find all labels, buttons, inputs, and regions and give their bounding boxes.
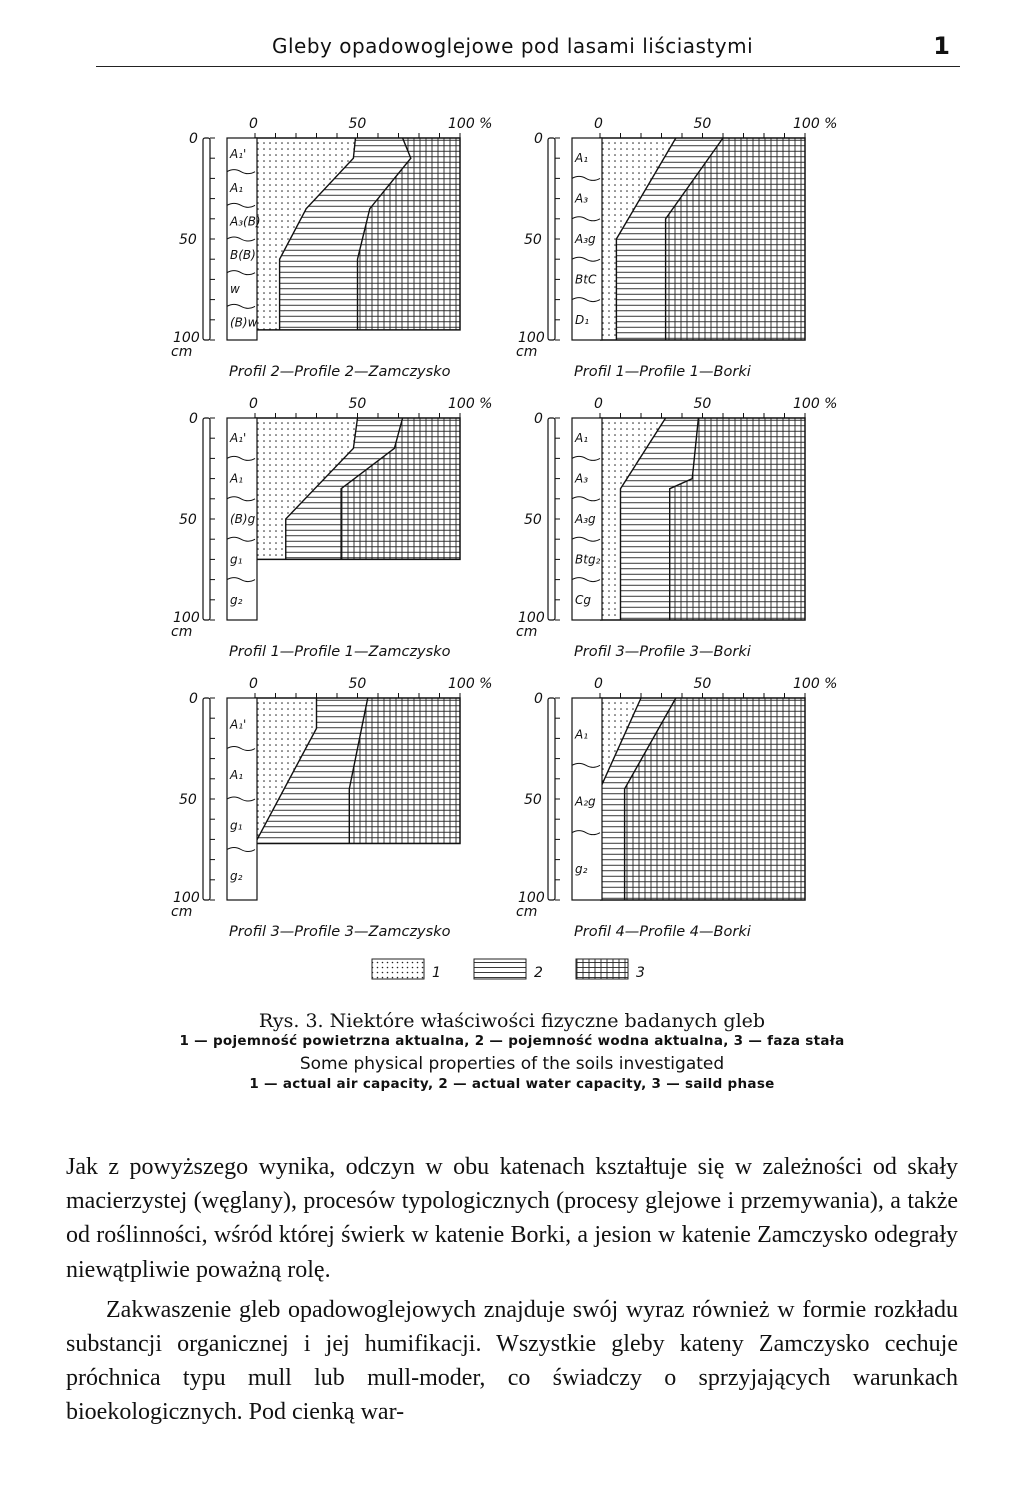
horizon-label: A₁ [230,471,244,486]
profile-name: Profil 3—Profile 3—Borki [574,644,751,660]
x-tick-label: 50 [348,396,367,412]
y-tick-label: cm [516,624,538,640]
figure-caption-pl: Rys. 3. Niektóre właściwości fizyczne badanych gleb [258,1010,766,1032]
y-tick-label: cm [171,624,193,640]
y-tick-label: 100 [173,330,200,346]
profile-svg [510,670,870,940]
y-tick-label: 0 [534,131,543,147]
y-tick-label: 0 [534,411,543,427]
x-tick-label: 0 [594,396,603,412]
x-tick-label: 100 % [448,676,493,692]
y-tick-label: 50 [524,792,542,808]
figure-caption-pl-sub: 1 — pojemność powietrzna aktualna, 2 — pojemność wodna aktualna, 3 — faza stała [179,1033,845,1049]
profile-name: Profil 4—Profile 4—Borki [574,924,751,940]
horizon-label: A₁ [575,727,589,742]
profile-svg [510,110,870,380]
horizon-label: A₁' [230,431,247,446]
x-tick-label: 50 [348,116,367,132]
figure-caption-en: Some physical properties of the soils investigated [299,1054,725,1074]
depth-ruler [548,698,555,900]
horizon-label: D₁ [575,312,590,327]
x-tick-label: 0 [249,116,258,132]
legend-label-1: 1 [432,965,441,981]
profile-chart-b1 [510,110,870,380]
legend-label-2: 2 [534,965,543,981]
x-tick-label: 100 % [448,396,493,412]
y-tick-label: 0 [189,411,198,427]
y-tick-label: 50 [179,512,197,528]
legend-swatch-1 [372,959,424,979]
horizon-label: A₃g [575,232,596,247]
horizon-label: w [230,281,240,296]
paragraph-1: Jak z powyższego wynika, odczyn w obu katenach kształtuje się w zależności od skały macierzystej (węglany), procesów typologicznych (procesy glejowe i przemywania), a także od roślinności, wśród której świerk w katenie Borki, a jesion w katenie Zamczysko odegrały niewątpliwie poważną rolę. [66,1154,958,1283]
horizon-label: g₂ [230,868,243,883]
running-head [96,32,960,67]
profile-name: Profil 1—Profile 1—Borki [574,364,751,380]
y-tick-label: 50 [524,512,542,528]
depth-ruler [203,138,210,340]
y-tick-label: 50 [179,232,197,248]
profile-svg [510,390,870,660]
depth-ruler [548,138,555,340]
y-tick-label: cm [171,904,193,920]
depth-ruler [203,698,210,900]
profile-name: Profil 1—Profile 1—Zamczysko [229,644,451,660]
running-title: Gleby opadowoglejowe pod lasami liściastymi [272,34,754,58]
profile-chart-z2 [165,110,525,380]
horizon-label: A₁ [230,180,244,195]
profile-chart-b4 [510,670,870,940]
y-tick-label: 100 [518,610,545,626]
horizon-label: A₁ [230,767,244,782]
y-tick-label: 0 [534,691,543,707]
horizon-label: A₂g [575,794,596,809]
horizon-label: g₂ [230,592,243,607]
x-tick-label: 0 [249,396,258,412]
horizon-label: (B)w [230,315,258,330]
legend-label-3: 3 [636,965,645,981]
x-tick-label: 50 [693,396,712,412]
horizon-label: A₁' [230,147,247,162]
horizon-label: g₁ [230,818,243,833]
y-tick-label: cm [516,904,538,920]
paragraph-2: Zakwaszenie gleb opadowoglejowych znajduje swój wyraz również w formie rozkładu substancji organicznej i jej humifikacji. Wszystkie gleby kateny Zamczysko cechuje próchnica typu mull lub mull-moder, co świadczy o sprzyjających warunkach bioekologicznych. Pod cienką war- [66,1296,958,1426]
profile-svg [165,670,525,940]
x-tick-label: 100 % [793,396,838,412]
horizon-label: A₁ [575,431,589,446]
horizon-label: Btg₂ [575,552,601,567]
page-number: 1 [933,32,950,60]
y-tick-label: 100 [173,610,200,626]
x-tick-label: 100 % [448,116,493,132]
horizon-label: A₃g [575,512,596,527]
x-tick-label: 0 [594,116,603,132]
y-tick-label: 0 [189,691,198,707]
profile-chart-z3 [165,670,525,940]
y-tick-label: 50 [524,232,542,248]
depth-ruler [203,418,210,620]
profile-name: Profil 2—Profile 2—Zamczysko [229,364,451,380]
horizon-label: A₃ [575,191,589,206]
horizon-label: g₂ [575,862,588,877]
profile-svg [165,390,525,660]
x-tick-label: 50 [693,676,712,692]
x-tick-label: 50 [693,116,712,132]
chart-legend [370,955,670,985]
y-tick-label: cm [171,344,193,360]
horizon-label: A₁' [230,717,247,732]
horizon-label: Cg [575,592,591,607]
legend-swatch-2 [474,959,526,979]
horizon-label: (B)g [230,512,256,527]
body-text [66,1150,958,1430]
area-series-3 [349,698,460,843]
x-tick-label: 0 [594,676,603,692]
y-tick-label: 100 [518,330,545,346]
horizon-label: BtC [575,272,597,287]
figure-caption-en-sub: 1 — actual air capacity, 2 — actual water capacity, 3 — saild phase [249,1076,775,1092]
y-tick-label: 0 [189,131,198,147]
x-tick-label: 0 [249,676,258,692]
x-tick-label: 50 [348,676,367,692]
profile-chart-b3 [510,390,870,660]
horizon-label: A₁ [575,151,589,166]
profile-svg [165,110,525,380]
depth-ruler [548,418,555,620]
y-tick-label: 100 [173,890,200,906]
profile-name: Profil 3—Profile 3—Zamczysko [229,924,451,940]
y-tick-label: cm [516,344,538,360]
y-tick-label: 100 [518,890,545,906]
y-tick-label: 50 [179,792,197,808]
horizon-label: A₃(B) [230,214,261,229]
horizon-label: A₃ [575,471,589,486]
horizon-label: g₁ [230,552,243,567]
legend-swatch-3 [576,959,628,979]
profile-chart-z1 [165,390,525,660]
x-tick-label: 100 % [793,116,838,132]
x-tick-label: 100 % [793,676,838,692]
horizon-label: B(B) [230,248,256,263]
